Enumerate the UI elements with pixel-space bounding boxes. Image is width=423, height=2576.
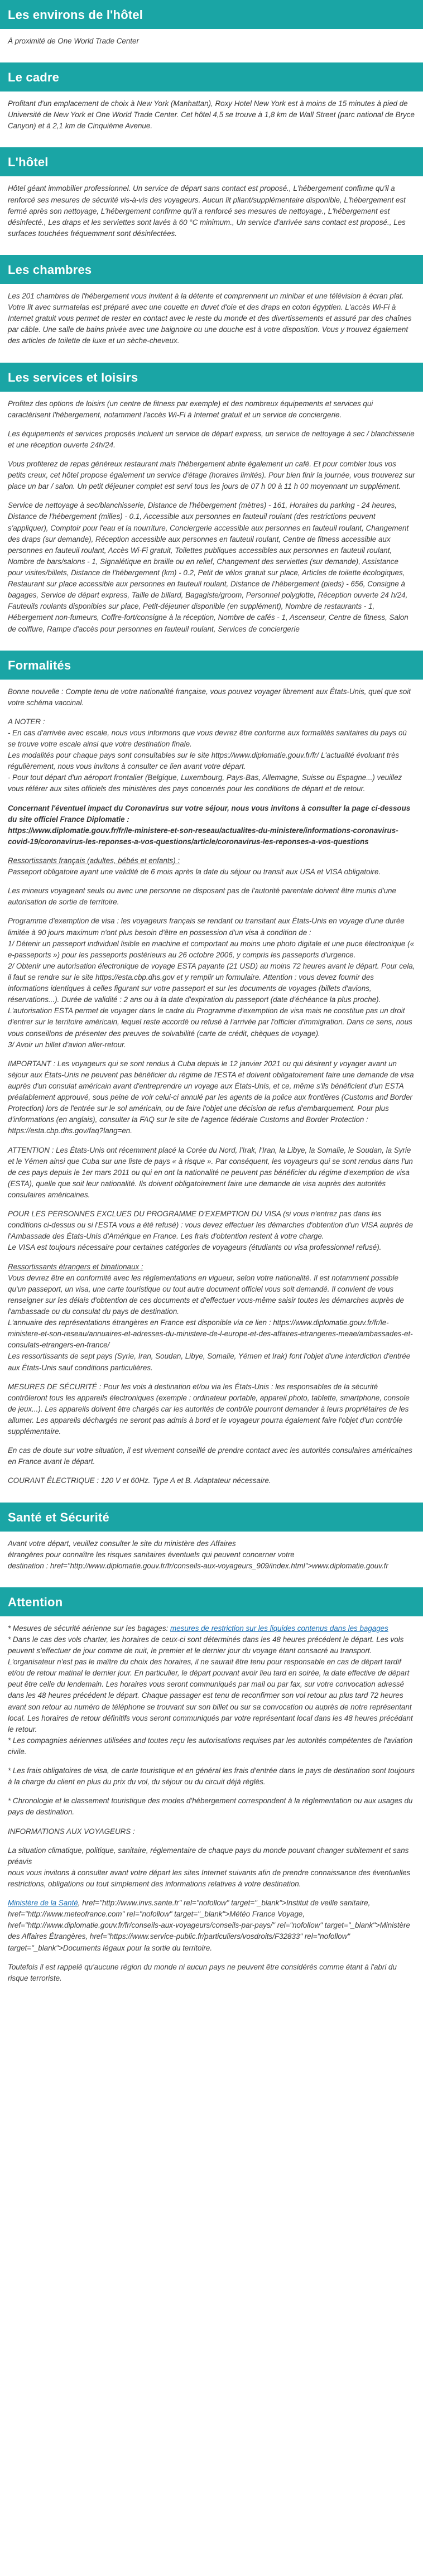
attention-p5: La situation climatique, politique, sanitaire, réglementaire de chaque pays du monde pouvant changer subitement et sans préavis nous vous invitons à consulter avant votre départ les sites Internet suivants afin de prendre connaissance des éventuelles restrictions, obligations ou tout simplement des informations relatives à votre destination.	[8, 1846, 411, 1889]
attention-p6	[8, 1898, 415, 1954]
section-hotel	[0, 147, 423, 255]
section-title-services: Les services et loisirs	[0, 363, 423, 392]
section-cadre	[0, 62, 423, 147]
attention-p1	[8, 1623, 415, 1758]
formalites-p4-heading: Ressortissants français (adultes, bébés et enfants) :	[8, 856, 180, 865]
formalites-p9: POUR LES PERSONNES EXCLUES DU PROGRAMME D'EXEMPTION DU VISA (si vous n'entrez pas dans les conditions ci-dessus ou si l'ESTA vous a été refusé) : vous devez effectuer les démarches d'obtention d'un VISA auprès de l'Ambassade des États-Unis d'Amérique en France. Les frais d'obtention restent à votre charge. Le VISA est toujours nécessaire pour certaines catégories de voyageurs (étudiants ou visa professionnel refusé).	[8, 1210, 414, 1252]
formalites-p6: Programme d'exemption de visa : les voyageurs français se rendant ou transitant aux États-Unis en voyage d'une durée limitée à 90 jours maximum n'ont plus besoin d'être en possession d'un visa à condition de : 1/ Détenir un passeport individuel lisible en machine et comportant au moins une photo digitale et une puce électronique (« e-passeports ») pour les passeports postérieurs au 26 octobre 2006, y compris les passeports d'urgence. 2/ Obtenir une autorisation électronique de voyage ESTA payante (21 USD) au moins 72 heures avant le départ. Pour cela, il faut se rendre sur le site https://esta.cbp.dhs.gov et y remplir un formulaire. Attention : vous devez fournir des informations identiques à celles figurant sur votre passeport et sur les documents de voyages (billets d'avions, réservations...). Durée de validité : 2 ans ou à la date d'expiration du passeport (date d'échéance la plus proche). L'autorisation ESTA permet de voyager dans le cadre du Programme d'exemption de visa mais ne constitue pas un droit d'entrer sur le territoire américain, lequel reste accordé ou refusé à l'arrivée par l'officier d'immigration. Dans ce sens, nous vous conseillons de présenter des preuves de solvabilité (carte de crédit, chèques de voyage). 3/ Avoir un billet d'avion aller-retour.	[8, 917, 415, 1049]
section-content-sante	[0, 1532, 423, 1587]
section-title-cadre: Le cadre	[0, 62, 423, 92]
section-environs	[0, 0, 423, 62]
section-content-chambres	[0, 284, 423, 363]
section-content-hotel	[0, 176, 423, 255]
attention-p2: * Les frais obligatoires de visa, de carte touristique et en général les frais d'entrée dans le pays de destination sont toujours à la charge du client en plus du prix du vol, du séjour ou du circuit déjà réglés.	[8, 1766, 415, 1787]
services-p1: Profitez des options de loisirs (un centre de fitness par exemple) et des nombreux équipements et services qui caractérisent l'hébergement, notamment l'accès Wi-Fi à Internet gratuit et un service de conciergerie.	[8, 399, 373, 419]
attention-p1-rest: * Dans le cas des vols charter, les horaires de ceux-ci sont déterminés dans les 48 heures précédent le départ. Les vols peuvent s'effectuer de jour comme de nuit, le premier et le dernier jour du voyage étant consacré au transport. L'organisateur n'est pas le maître du choix des horaires, il ne saurait être tenu pour responsable en cas de départ tardif et/ou de retour matinal le dernier jour. En particulier, le départ pouvant avoir lieu tard en soirée, la date effective de départ peut être celle du lendemain. Les horaires vous seront communiqués par mail ou par fax, sur votre convocation adressé dans les 48 heures précédent le départ. Chaque passager est tenu de reconfirmer son vol retour au plus tard 72 heures avant son retour au numéro de téléphone se trouvant sur son billet ou sur sa convocation ou auprès de notre représentant local. Les horaires de retour définitifs vous seront communiqués par votre représentant local dans les 48 heures précédant le retour. * Les compagnies aériennes utilisées and toutes reçu les autorisations requises par les autorités compétentes de l'aviation civile.	[8, 1635, 413, 1756]
attention-p4: INFORMATIONS AUX VOYAGEURS :	[8, 1827, 135, 1836]
hotel-text: Hôtel géant immobilier professionnel. Un service de départ sans contact est proposé., L'hébergement confirme qu'il a renforcé ses mesures de sécurité vis-à-vis des voyageurs. Aucun lit pliant/supplémentaire disponible, L'hébergement est fermé après son nettoyage, L'hébergement confirme qu'il a renforcé ses mesures de nettoyage., L'hébergement est désinfecté., Les draps et les serviettes sont lavés à 60 °C minimum., Un service d'arrivée sans contact est proposé., Les surfaces touchées fréquemment sont désinfectées.	[8, 184, 406, 238]
section-content-attention	[0, 1616, 423, 2000]
section-title-attention: Attention	[0, 1587, 423, 1616]
attention-p1-prefix: * Mesures de sécurité aérienne sur les bagages:	[8, 1624, 171, 1633]
environs-text: À proximité de One World Trade Center	[8, 37, 139, 45]
formalites-p13: COURANT ÉLECTRIQUE : 120 V et 60Hz. Type A et B. Adaptateur nécessaire.	[8, 1476, 271, 1485]
section-formalites	[0, 651, 423, 1503]
section-services	[0, 363, 423, 651]
formalites-p5: Les mineurs voyageant seuls ou avec une personne ne disposant pas de l'autorité parentale doivent être munis d'une autorisation de sortie de territoire.	[8, 887, 396, 907]
formalites-p2: A NOTER : - En cas d'arrivée avec escale, nous vous informons que vous devrez être conforme aux formalités sanitaires du pays où se trouve votre escale ainsi que votre destination finale. Les modalités pour chaque pays sont consultables sur le site https://www.diplomatie.gouv.fr/fr/ L'actualité évoluant très régulièrement, nous vous invitons à consulter ce lien avant votre départ. - Pour tout départ d'un aéroport frontalier (Belgique, Luxembourg, Pays-Bas, Allemagne, Suisse ou Espagne...) veuillez vous référer aux sites officiels des ministères des pays concernés pour les conditions de départ et de retour.	[8, 717, 407, 793]
services-p3: Vous profiterez de repas généreux restaurant mais l'hébergement abrite également un café. Et pour combler tous vos petits creux, cet hôtel propose également un service d'étage (horaires limités). Pour bien finir la journée, vous trouverez sur place un bar / salon. Un petit déjeuner complet est servi tous les jours de 07 h 00 à 11 h 00 moyennant un supplément.	[8, 459, 415, 491]
section-title-hotel: L'hôtel	[0, 147, 423, 176]
cadre-text: Profitant d'un emplacement de choix à New York (Manhattan), Roxy Hotel New York est à moins de 15 minutes à pied de Université de New York et One World Trade Center. Cet hôtel 4,5 se trouve à 1,8 km de Wall Street (parc national de Bryce Canyon) et à 2,1 km de Cinquième Avenue.	[8, 99, 415, 131]
formalites-p7: IMPORTANT : Les voyageurs qui se sont rendus à Cuba depuis le 12 janvier 2021 ou qui désirent y voyager avant un séjour aux États-Unis ne peuvent pas bénéficier du régime de l'ESTA et doivent obligatoirement faire une demande de visa auprès d'un consulat américain avant d'entreprendre un voyage aux États-Unis, et ce, même s'ils bénéficient d'un ESTA préalablement approuvé, sous peine de voir celui-ci annulé par les agents de la police aux frontières (Customs and Border Protection) lors de l'entrée sur le sol américain, ou de faire l'objet une décision de refus d'embarquement. Pour plus d'informations (en anglais), consulter la FAQ sur le site de l'agence fédérale Customs and Border Protection : https://esta.cbp.dhs.gov/faq?lang=en.	[8, 1059, 414, 1135]
chambres-text: Les 201 chambres de l'hébergement vous invitent à la détente et comprennent un minibar et une télévision à écran plat. Votre lit avec surmatelas est préparé avec une couette en duvet d'oie et des draps en coton égyptien. L'accès Wi-Fi à Internet gratuit vous permet de rester en contact avec le reste du monde et des divertissements et assuré par des chaînes par câble. Une salle de bains privée avec une baignoire ou une douche est à votre disposition. Vous y trouvez également des articles de toilette de luxe et un sèche-cheveux.	[8, 291, 412, 345]
section-title-sante: Santé et Sécurité	[0, 1503, 423, 1532]
section-content-formalites	[0, 680, 423, 1503]
formalites-p10-heading: Ressortissants étrangers et binationaux :	[8, 1262, 143, 1271]
formalites-p12: En cas de doute sur votre situation, il est vivement conseillé de prendre contact avec les autorités consulaires américaines en France avant le départ.	[8, 1446, 412, 1466]
attention-p7: Toutefois il est rappelé qu'aucune région du monde ni aucun pays ne peuvent être considérés comme étant à l'abri du risque terroriste.	[8, 1962, 397, 1982]
services-p2: Les équipements et services proposés incluent un service de départ express, un service de nettoyage à sec / blanchisserie et une réception ouverte 24h/24.	[8, 429, 415, 449]
formalites-p4: Passeport obligatoire ayant une validité de 6 mois après la date du séjour ou transit aux USA et VISA obligatoire.	[8, 868, 381, 877]
section-chambres	[0, 255, 423, 363]
liquids-restriction-link[interactable]: mesures de restriction sur les liquides contenus dans les bagages	[170, 1624, 388, 1633]
section-title-chambres: Les chambres	[0, 255, 423, 284]
formalites-p10: Vous devrez être en conformité avec les réglementations en vigueur, selon votre nationalité. Il est notamment possible qu'un passeport, un visa, une carte touristique ou tout autre document officiel vous soit demandé. Il convient de vous renseigner sur les délais d'obtention de ces documents et d'effectuer vous-même saisir toutes les démarches auprès de l'ambassade ou du consulat du pays de destination. L'annuaire des représentations étrangères en France est disponible via ce lien : https://www.diplomatie.gouv.fr/fr/le-ministere-et-son-reseau/annuaires-et-adresses-du-ministere-de-l-europe-et-des-affaires-etrangeres-meae/ambassades-et-consulats-etrangers-en-france/ Les ressortissants de sept pays (Syrie, Iran, Soudan, Libye, Somalie, Yémen et Irak) font l'objet d'une interdiction d'entrée aux États-Unis sauf conditions particulières.	[8, 1273, 413, 1372]
attention-p6-rest: , href="http://www.invs.sante.fr" rel="nofollow" target="_blank">Institut de veille sanitaire, href="http://www.meteofrance.com" rel="nofollow" target="_blank">Météo France Voyage, href="http://www.diplomatie.gouv.fr/fr/conseils-aux-voyageurs/conseils-par-pays/" rel="nofollow" target="_blank">Ministère des Affaires Étrangères, href="https://www.service-public.fr/particuliers/vosdroits/F32833" rel="nofollow" target="_blank">Documents légaux pour la sortie du territoire.	[8, 1899, 410, 1952]
services-p4: Service de nettoyage à sec/blanchisserie, Distance de l'hébergement (mètres) - 161, Horaires du parking - 24 heures, Distance de l'hébergement (milles) - 0.1, Accessible aux personnes en fauteuil roulant (des restrictions peuvent s'appliquer), Comptoir pour l'eau et la nourriture, Conciergerie accessible aux personnes en fauteuil roulant, Changement des draps (sur demande), Réception accessible aux personnes en fauteuil roulant, Centre de fitness accessible aux personnes en fauteuil roulant, Accès Wi-Fi gratuit, Toilettes publiques accessibles aux personnes en fauteuil roulant, Nombre de bars/salons - 1, Signalétique en braille ou en relief, Changement des serviettes (sur demande), Assistance pour visites/billets, Distance de l'hébergement (km) - 0.2, Petit de vélos gratuit sur place, Articles de toilette écologiques, Restaurant sur place accessible aux personnes en fauteuil roulant, Distance de l'hébergement (pieds) - 656, Consigne à bagages, Service de départ express, Taille de billard, Bagagiste/groom, Personnel polyglotte, Réception ouverte 24 h/24, Fauteuils roulants disponibles sur place, Petit-déjeuner disponible (en supplément), Nombre de restaurants - 1, Hébergement non-fumeurs, Coffre-fort/consigne à la réception, Nombre de cafés - 1, Ascenseur, Centre de fitness, Salon de coiffure, Rampe d'accès pour personnes en fauteuil roulant, Services de conciergerie	[8, 501, 409, 633]
attention-p3: * Chronologie et le classement touristique des modes d'hébergement correspondent à la réglementation ou aux usages du pays de destination.	[8, 1797, 413, 1817]
section-attention	[0, 1587, 423, 2000]
ministere-sante-link[interactable]: Ministère de la Santé	[8, 1899, 78, 1908]
section-content-services	[0, 392, 423, 651]
section-sante	[0, 1503, 423, 1587]
section-title-formalites: Formalités	[0, 651, 423, 680]
formalites-coronavirus-notice: Concernant l'éventuel impact du Coronavirus sur votre séjour, nous vous invitons à consulter la page ci-dessous du site officiel France Diplomatie : https://www.diplomatie.gouv.fr/fr/le-ministere-et-son-reseau/actualites-du-ministere/informations-coronavirus-covid-19/coronavirus-les-reponses-a-vos-questions/article/coronavirus-les-reponses-a-vos-questions	[8, 803, 411, 846]
formalites-p8: ATTENTION : Les États-Unis ont récemment placé la Corée du Nord, l'Irak, l'Iran, la Libye, la Somalie, le Soudan, la Syrie et le Yémen ainsi que Cuba sur une liste de pays « à risque ». Par conséquent, les voyageurs qui se sont rendus dans l'un de ces pays depuis le 1er mars 2011 ou qui en ont la nationalité ne peuvent pas bénéficier du régime d'exemption de visa (ESTA), quelle que soit leur nationalité. Ils doivent obligatoirement faire une demande de visa auprès des autorités consulaires américaines.	[8, 1145, 413, 1199]
formalites-p11: MESURES DE SÉCURITÉ : Pour les vols à destination et/ou via les États-Unis : les responsables de la sécurité contrôleront tous les appareils électroniques (exemple : ordinateur portable, appareil photo, tablette, smartphone, console de jeux...). Les appareils doivent être chargés car les autorités de contrôle pourront demander à leurs propriétaires de les allumer. Les appareils déchargés ne seront pas admis à bord et le voyageur pourra également faire l'objet d'un contrôle supplémentaire.	[8, 1382, 410, 1436]
sante-text: Avant votre départ, veuillez consulter le site du ministère des Affaires étrangères pour connaître les risques sanitaires éventuels qui peuvent concerner votre destination : href="http://www.diplomatie.gouv.fr/fr/conseils-aux-voyageurs_909/index.html">www.diplomatie.gouv.fr	[8, 1539, 388, 1570]
section-title-environs: Les environs de l'hôtel	[0, 0, 423, 29]
section-content-cadre	[0, 92, 423, 147]
section-content-environs	[0, 29, 423, 62]
formalites-p1: Bonne nouvelle : Compte tenu de votre nationalité française, vous pouvez voyager librement aux États-Unis, quel que soit votre schéma vaccinal.	[8, 687, 411, 707]
